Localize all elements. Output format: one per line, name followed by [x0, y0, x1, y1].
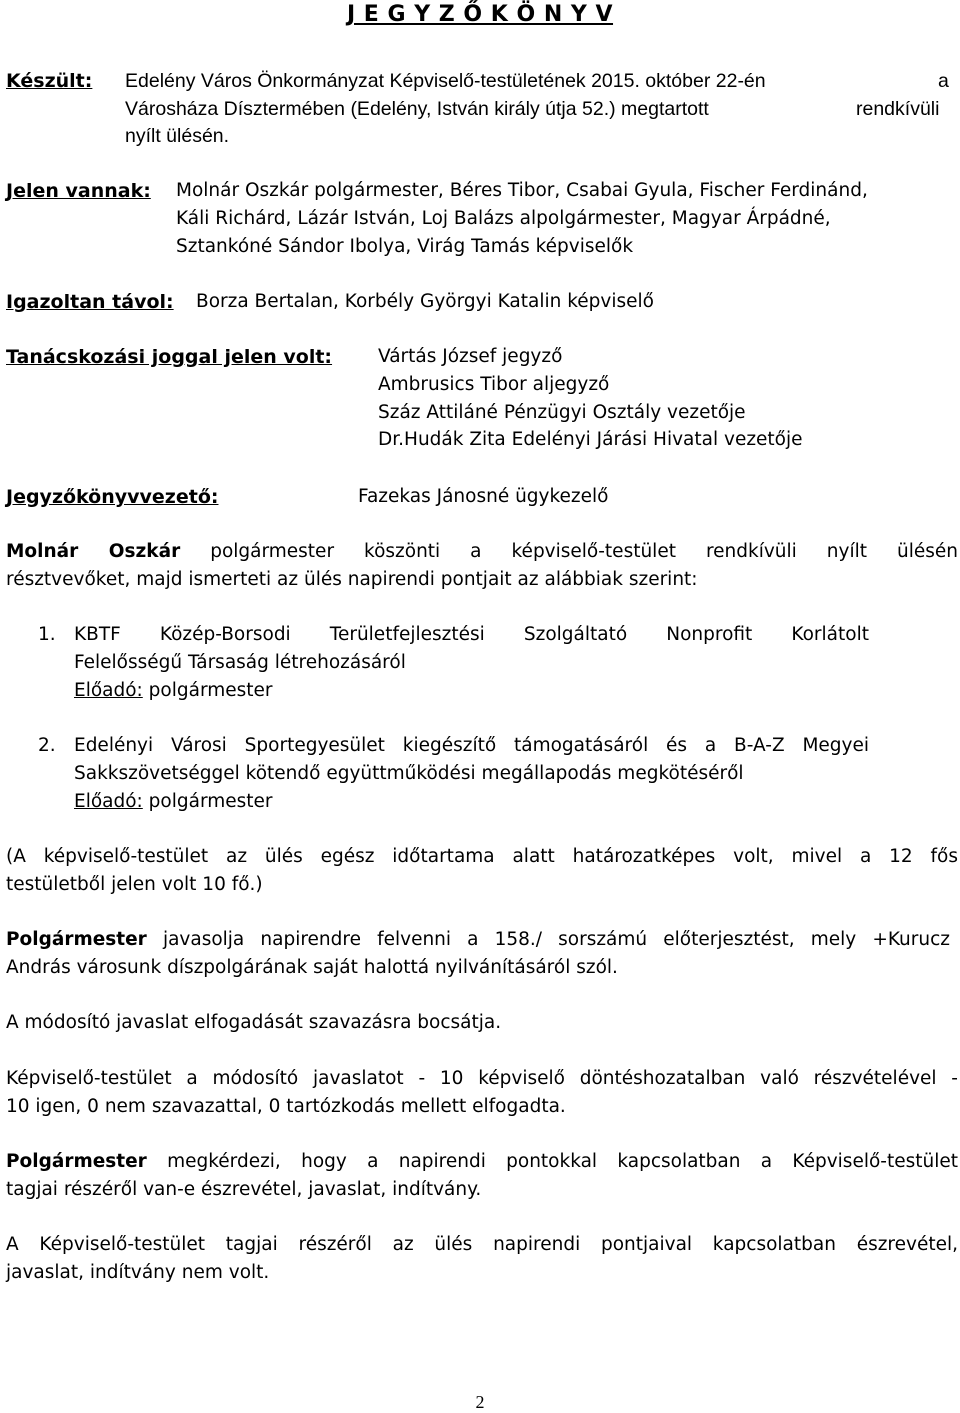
- jelen-vannak-line2: Káli Richárd, Lázár István, Loj Balázs alpolgármester, Magyar Árpádné,: [176, 208, 831, 229]
- proposal-line1: [6, 929, 950, 950]
- tanacskozasi-item: Ambrusics Tibor aljegyző: [378, 374, 610, 395]
- presenter-label: Előadó:: [74, 791, 143, 812]
- agenda-presenter: [74, 680, 273, 701]
- agenda-item-line1: KBTF Közép-Borsodi Területfejlesztési Szolgáltató Nonprofit Korlátolt: [74, 624, 869, 645]
- agenda-item-line2: Sakkszövetséggel kötendő együttműködési megállapodás megkötéséről: [74, 763, 744, 784]
- keszult-label: Készült:: [6, 70, 93, 92]
- keszult-line3: nyílt ülésén.: [125, 125, 230, 147]
- presenter-name: polgármester: [148, 680, 273, 701]
- tanacskozasi-label: Tanácskozási joggal jelen volt:: [6, 346, 333, 368]
- vote-result-line2: 10 igen, 0 nem szavazattal, 0 tartózkodás mellett elfogadta.: [6, 1096, 566, 1117]
- intro-line1: [6, 541, 958, 562]
- proposal-text: javasolja napirendre felvenni a 158./ sorszámú előterjesztést, mely +Kurucz: [162, 929, 950, 950]
- jelen-vannak-line3: Sztankóné Sándor Ibolya, Virág Tamás képviselők: [176, 236, 634, 257]
- tanacskozasi-item: Vártás József jegyző: [378, 346, 563, 367]
- keszult-line2-end: rendkívüli: [856, 98, 940, 120]
- question-bold: Polgármester: [6, 1151, 147, 1172]
- tanacskozasi-item: Száz Attiláné Pénzügyi Osztály vezetője: [378, 402, 746, 423]
- quorum-line1: (A képviselő-testület az ülés egész időtartama alatt határozatképes volt, mivel a 12 fős: [6, 846, 958, 867]
- agenda-item-line1: Edelényi Városi Sportegyesület kiegészítő támogatásáról és a B-A-Z Megyei: [74, 735, 869, 756]
- keszult-line2: Városháza Dísztermében (Edelény, István király útja 52.) megtartott: [125, 98, 709, 120]
- intro-line2: résztvevőket, majd ismerteti az ülés napirendi pontjait az alábbiak szerint:: [6, 569, 698, 590]
- tanacskozasi-item: Dr.Hudák Zita Edelényi Járási Hivatal vezetője: [378, 429, 803, 450]
- page-number: 2: [475, 1392, 485, 1412]
- jegyzokonyvvezeto-label: Jegyzőkönyvvezető:: [6, 486, 219, 508]
- question-line2: tagjai részéről van-e észrevétel, javaslat, indítvány.: [6, 1179, 482, 1200]
- agenda-item-line2: Felelősségű Társaság létrehozásáról: [74, 652, 406, 673]
- document-title: J E G Y Z Ő K Ö N Y V: [346, 2, 614, 27]
- intro-text: polgármester köszönti a képviselő-testület rendkívüli nyílt ülésén: [210, 541, 958, 562]
- igazoltan-tavol-text: Borza Bertalan, Korbély Györgyi Katalin képviselő: [196, 291, 654, 312]
- agenda-number: 2.: [38, 735, 56, 756]
- quorum-line2: testületből jelen volt 10 fő.): [6, 874, 263, 895]
- question-line1: [6, 1151, 958, 1172]
- igazoltan-tavol-label: Igazoltan távol:: [6, 291, 174, 313]
- agenda-presenter: [74, 791, 273, 812]
- agenda-number: 1.: [38, 624, 56, 645]
- jelen-vannak-label: Jelen vannak:: [6, 180, 151, 202]
- keszult-line1-end: a: [938, 70, 949, 92]
- vote-call: A módosító javaslat elfogadását szavazásra bocsátja.: [6, 1012, 502, 1033]
- vote-result-line1: Képviselő-testület a módosító javaslatot - 10 képviselő döntéshozatalban való részvételével -: [6, 1068, 958, 1089]
- proposal-bold: Polgármester: [6, 929, 147, 950]
- jelen-vannak-line1: Molnár Oszkár polgármester, Béres Tibor, Csabai Gyula, Fischer Ferdinánd,: [176, 180, 868, 201]
- no-comments-line2: javaslat, indítvány nem volt.: [6, 1262, 270, 1283]
- jegyzokonyvvezeto-text: Fazekas Jánosné ügykezelő: [358, 486, 609, 507]
- presenter-label: Előadó:: [74, 680, 143, 701]
- keszult-line1: Edelény Város Önkormányzat Képviselő-testületének 2015. október 22-én: [125, 70, 766, 92]
- question-text: megkérdezi, hogy a napirendi pontokkal kapcsolatban a Képviselő-testület: [167, 1151, 958, 1172]
- presenter-name: polgármester: [148, 791, 273, 812]
- proposal-line2: András városunk díszpolgárának saját halottá nyilvánításáról szól.: [6, 957, 618, 978]
- intro-bold: Molnár Oszkár: [6, 541, 181, 562]
- no-comments-line1: A Képviselő-testület tagjai részéről az ülés napirendi pontjaival kapcsolatban észrevétel,: [6, 1234, 958, 1255]
